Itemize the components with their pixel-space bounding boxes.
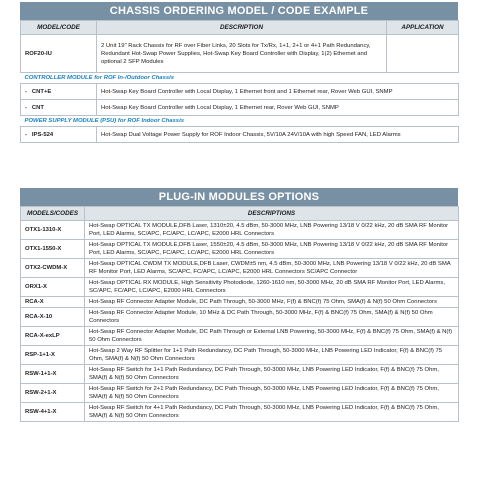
plugin-header-row bbox=[21, 207, 459, 221]
header-descriptions: DESCRIPTIONS bbox=[85, 207, 459, 221]
psu-section-row bbox=[21, 116, 459, 127]
table-row bbox=[21, 403, 459, 422]
chassis-main-row bbox=[21, 35, 459, 73]
table-row bbox=[21, 259, 459, 278]
table-row bbox=[21, 278, 459, 297]
chassis-section-title: CHASSIS ORDERING MODEL / CODE EXAMPLE bbox=[20, 2, 458, 20]
row-code-text: CNT+E bbox=[31, 88, 52, 95]
table-row bbox=[21, 84, 459, 100]
table-row bbox=[21, 221, 459, 240]
module-code: RCA-X-exLP bbox=[21, 327, 85, 346]
row-code-text: CNT bbox=[31, 104, 44, 111]
plugin-section-title: PLUG-IN MODULES OPTIONS bbox=[20, 188, 458, 206]
row-code-text: IPS-524 bbox=[31, 131, 54, 138]
row-description: Hot-Swap Key Board Controller with Local Display, 1 Ethernet front and 1 Ethernet rear, Rover Web GUI, SNMP bbox=[97, 84, 459, 100]
table-row bbox=[21, 297, 459, 308]
table-row bbox=[21, 240, 459, 259]
table-row bbox=[21, 127, 459, 143]
row-dash: - bbox=[25, 131, 27, 138]
module-code: OTX1-1310-X bbox=[21, 221, 85, 240]
row-description: Hot-Swap Key Board Controller with Local Display, 1 Ethernet rear, Rover Web GUI, SNMP bbox=[97, 100, 459, 116]
row-description: Hot-Swap Dual Voltage Power Supply for ROF Indoor Chassis, 5V/10A 24V/10A with high Speed FAN, LED Alarms bbox=[97, 127, 459, 143]
header-model-code: MODEL/CODE bbox=[21, 21, 97, 35]
controller-section-label: CONTROLLER MODULE for ROF In-/Outdoor Chassis bbox=[21, 73, 459, 84]
chassis-ordering-section bbox=[20, 2, 458, 143]
module-code: ORX1-X bbox=[21, 278, 85, 297]
psu-section-label: POWER SUPPLY MODULE (PSU) for ROF Indoor Chassis bbox=[21, 116, 459, 127]
module-code: RSW-4+1-X bbox=[21, 403, 85, 422]
header-description: DESCRIPTION bbox=[97, 21, 387, 35]
module-description: Hot-Swap OPTICAL TX MODULE,DFB Laser, 1310±20, 4.5 dBm, 50-3000 MHz, LNB Powering 13/18 V 0/22 kHz, 20 dB SMA RF Monitor Port, LED Alarms, SC/APC, FC/APC, LC/APC, E2000 HRL Connectors bbox=[85, 221, 459, 240]
row-code bbox=[21, 100, 97, 116]
table-row bbox=[21, 365, 459, 384]
table-row bbox=[21, 346, 459, 365]
chassis-table bbox=[20, 20, 459, 143]
table-row bbox=[21, 384, 459, 403]
header-application: APPLICATION bbox=[387, 21, 459, 35]
module-code: RCA-X bbox=[21, 297, 85, 308]
chassis-header-row bbox=[21, 21, 459, 35]
module-description: Hot-Swap RF Connector Adapter Module, DC Path Through or External LNB Powering, 50-3000 MHz, F(f) & BNC(f) 75 Ohm, SMA(f) & N(f) 50 Ohm Connectors bbox=[85, 327, 459, 346]
module-code: OTX2-CWDM-X bbox=[21, 259, 85, 278]
module-code: OTX1-1550-X bbox=[21, 240, 85, 259]
table-row bbox=[21, 100, 459, 116]
plugin-table bbox=[20, 206, 459, 422]
chassis-description: 2 Unit 19" Rack Chassis for RF over Fiber Links, 20 Slots for Tx/Rx, 1+1, 2+1 or 4+1 Path Redundancy, Redundant Hot-Swap Power Supplies, Hot-Swap Key Board Controller with Display, 1(2) Ethernet and optional 2 SFP Modules bbox=[97, 35, 387, 73]
module-code: RSW-1+1-X bbox=[21, 365, 85, 384]
module-code: RCA-X-10 bbox=[21, 308, 85, 327]
table-row bbox=[21, 308, 459, 327]
row-code bbox=[21, 84, 97, 100]
chassis-application bbox=[387, 35, 459, 73]
module-code: RSW-2+1-X bbox=[21, 384, 85, 403]
module-description: Hot-Swap OPTICAL TX MODULE,DFB Laser, 1550±20, 4.5 dBm, 50-3000 MHz, LNB Powering 13/18 V 0/22 kHz, 20 dB SMA RF Monitor Port, LED Alarms, SC/APC, FC/APC, LC/APC, E2000 HRL Connectors bbox=[85, 240, 459, 259]
row-dash: - bbox=[25, 104, 27, 111]
row-dash: - bbox=[25, 88, 27, 95]
row-code bbox=[21, 127, 97, 143]
module-description: Hot-Swap RF Switch for 2+1 Path Redundancy, DC Path Through, 50-3000 MHz, LNB Powering LED Indicator, F(f) & BNC(f) 75 Ohm, SMA(f) & N(f) 50 Ohm Connectors bbox=[85, 384, 459, 403]
plugin-modules-section bbox=[20, 188, 458, 422]
module-description: Hot-Swap RF Switch for 1+1 Path Redundancy, DC Path Through, 50-3000 MHz, LNB Powering LED Indicator, F(f) & BNC(f) 75 Ohm, SMA(f) & N(f) 50 Ohm Connectors bbox=[85, 365, 459, 384]
module-description: Hot-Swap RF Switch for 4+1 Path Redundancy, DC Path Through, 50-3000 MHz, LNB Powering LED Indicator, F(f) & BNC(f) 75 Ohm, SMA(f) & N(f) 50 Ohm Connectors bbox=[85, 403, 459, 422]
module-description: Hot-Swap RF Connector Adapter Module, 10 MHz & DC Path Through, 50-3000 MHz, F(f) & BNC(f) 75 Ohm, SMA(f) & N(f) 50 Ohm Connectors bbox=[85, 308, 459, 327]
module-description: Hot-Swap OPTICAL RX MODULE, High Sensitivity Photodiode, 1260-1610 nm, 50-3000 MHz, 20 dB SMA RF Monitor Port, LED Alarms, SC/APC, FC/APC, LC/APC, E2000 HRL Connectors bbox=[85, 278, 459, 297]
module-description: Hot-Swap 2 Way RF Splitter for 1+1 Path Redundancy, DC Path Through, 50-3000 MHz, LNB Powering LED Indicator, F(f) & BNC(f) 75 Ohm, SMA(f) & N(f) 50 Ohm Connectors bbox=[85, 346, 459, 365]
chassis-code: ROF20-IU bbox=[21, 35, 97, 73]
module-code: RSP-1+1-X bbox=[21, 346, 85, 365]
controller-section-row bbox=[21, 73, 459, 84]
module-description: Hot-Swap RF Connector Adapter Module, DC Path Through, 50-3000 MHz, F(f) & BNC(f) 75 Ohm, SMA(f) & N(f) 50 Ohm Connectors bbox=[85, 297, 459, 308]
header-models-codes: MODELS/CODES bbox=[21, 207, 85, 221]
table-row bbox=[21, 327, 459, 346]
module-description: Hot-Swap OPTICAL CWDM TX MODULE,DFB Laser, CWDM±5 nm, 4.5 dBm, 50-3000 MHz, LNB Powering 13/18 V 0/22 kHz, 20 dB SMA RF Monitor Port, LED Alarms, SC/APC, FC/APC, LC/APC, E2000 HRL Connectors SC/APC Connector bbox=[85, 259, 459, 278]
